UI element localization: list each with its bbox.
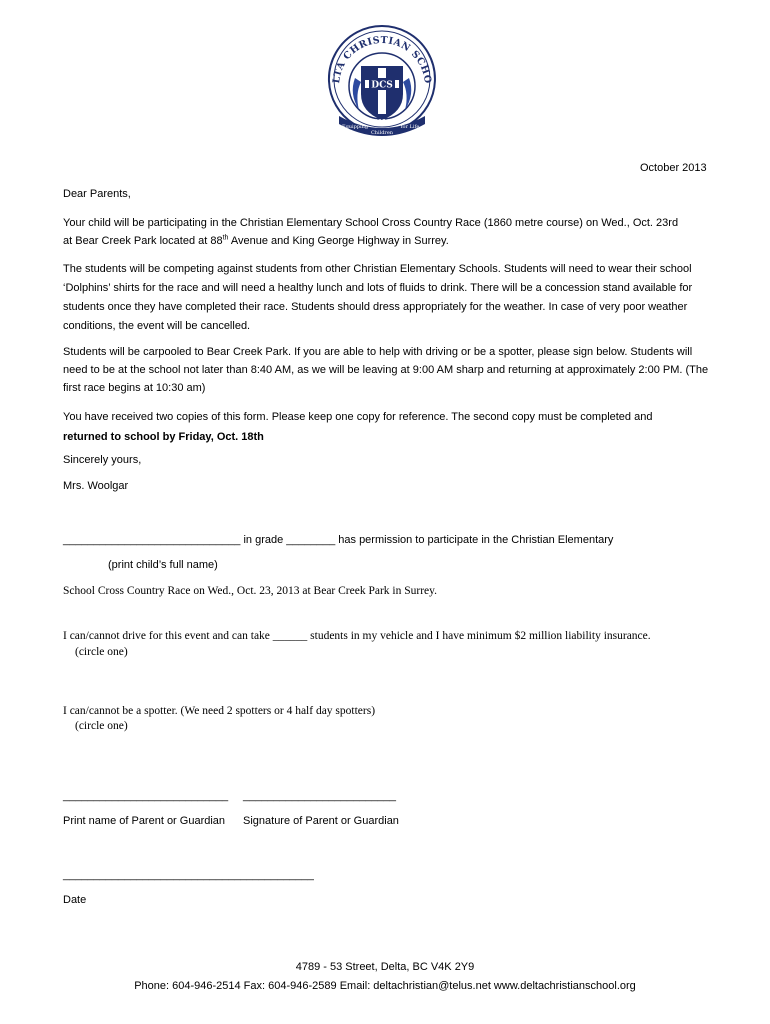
paragraph-1 <box>63 214 723 250</box>
date-label: Date <box>63 894 87 906</box>
paragraph-4 <box>63 407 713 447</box>
print-name-label: Print name of Parent or Guardian <box>63 815 226 827</box>
paragraph-1-text-c: Avenue and King George Highway in Surrey. <box>228 235 449 247</box>
superscript-th: th <box>222 234 229 242</box>
paragraph-4-bold: returned to school by Friday, Oct. 18th <box>63 431 264 443</box>
date-blank[interactable]: _________________________________________ <box>63 869 314 881</box>
footer-contact: Phone: 604-946-2514 Fax: 604-946-2589 Email: deltachristian@telus.net www.deltachristianschool.org <box>134 980 636 992</box>
logo-monogram: DCS <box>371 80 393 91</box>
salutation: Dear Parents, <box>63 188 131 200</box>
footer-address: 4789 - 53 Street, Delta, BC V4K 2Y9 <box>295 961 475 973</box>
logo-motto-1: Equipping <box>341 124 369 130</box>
paragraph-1-line-2 <box>63 232 723 250</box>
logo-year: 1954 <box>374 119 390 126</box>
school-crest-icon <box>325 22 439 146</box>
parent-signature-blank[interactable]: _________________________ <box>243 790 396 802</box>
closing: Sincerely yours, <box>63 454 142 466</box>
letter-date: October 2013 <box>640 162 707 174</box>
signature-label: Signature of Parent or Guardian <box>243 815 399 827</box>
race-line: School Cross Country Race on Wed., Oct. 23, 2013 at Bear Creek Park in Surrey. <box>63 585 438 597</box>
drive-line[interactable]: I can/cannot drive for this event and can take ______ students in my vehicle and I have minimum $2 million liability insurance. <box>63 630 651 642</box>
circle-one-drive: (circle one) <box>75 646 128 658</box>
logo-motto-2: Children <box>370 130 394 136</box>
print-name-hint: (print child’s full name) <box>108 559 218 571</box>
logo-motto-3: for Life <box>400 124 420 130</box>
paragraph-2: The students will be competing against students from other Christian Elementary Schools. Students will need to wear their school ‘Dolphins’ shirts for the race and will need a healthy lunch and lots of fluids to drink. There will be a concession stand available for students once they have completed their race. Students should dress appropriately for the weather. In case of very poor weather conditions, the event will be cancelled. <box>63 263 693 332</box>
signature-name: Mrs. Woolgar <box>63 480 129 492</box>
circle-one-spotter: (circle one) <box>75 720 128 732</box>
paragraph-4-text: You have received two copies of this form. Please keep one copy for reference. The second copy must be completed and <box>63 411 653 423</box>
logo-school-name: LTA CHRISTIAN SCHO <box>331 34 434 85</box>
permission-line[interactable]: _____________________________ in grade ________ has permission to participate in the Christian Elementary <box>63 534 614 546</box>
parent-name-blank[interactable]: ___________________________ <box>63 790 229 802</box>
paragraph-3: Students will be carpooled to Bear Creek Park. If you are able to help with driving or be a spotter, please sign below. Students will need to be at the school not later than 8:40 AM, as we will be leaving at 9:00 AM sharp and returning at approximately 2:00 PM. (The first race begins at 10:30 am) <box>63 346 709 394</box>
paragraph-1-line-1: Your child will be participating in the Christian Elementary School Cross Country Race (1860 metre course) on Wed., Oct. 23rd <box>63 217 679 229</box>
school-logo <box>325 22 439 146</box>
paragraph-1-text-b: at Bear Creek Park located at 88 <box>63 235 223 247</box>
spotter-line[interactable]: I can/cannot be a spotter. (We need 2 spotters or 4 half day spotters) <box>63 705 376 717</box>
